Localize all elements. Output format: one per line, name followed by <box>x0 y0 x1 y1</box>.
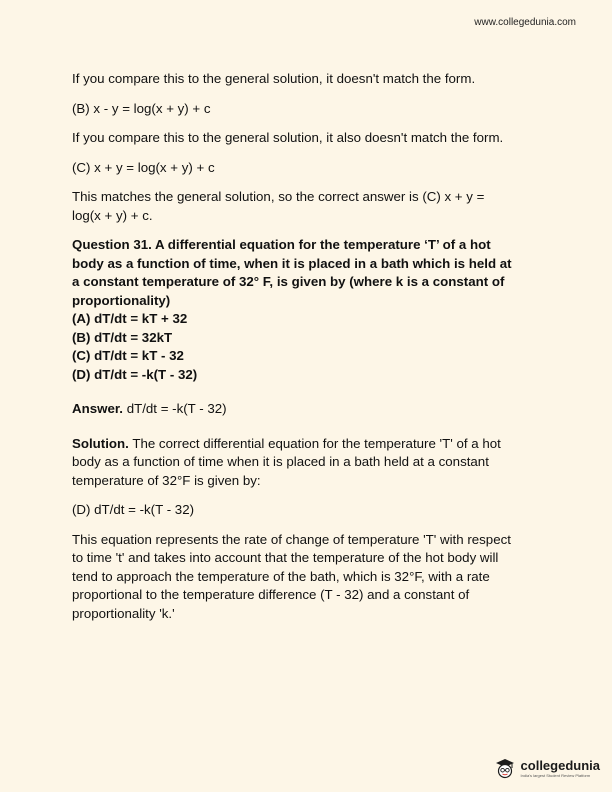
logo-tagline: India's largest Student Review Platform <box>520 772 591 778</box>
question-option: (C) dT/dt = kT - 32 <box>72 348 184 363</box>
text-line: This equation represents the rate of change of temperature 'T' with respect <box>72 531 511 547</box>
text-line: proportional to the temperature difference (T - 32) and a constant of <box>72 587 470 602</box>
text-line: The correct differential equation for the temperature 'T' of a hot <box>128 435 501 451</box>
paragraph: If you compare this to the general solution, it also doesn't match the form. <box>72 130 504 145</box>
text-line: temperature of 32°F is given by: <box>72 472 261 488</box>
answer-line <box>72 400 542 419</box>
paragraph <box>72 188 542 225</box>
question-line: proportionality) <box>72 292 171 308</box>
question-line: a constant temperature of 32° F, is given by (where k is a constant of <box>72 274 505 289</box>
option-d-line: (D) dT/dt = -k(T - 32) <box>72 502 195 517</box>
option-c-line: (C) x + y = log(x + y) + c <box>72 159 215 175</box>
paragraph: If you compare this to the general solution, it doesn't match the form. <box>72 71 476 86</box>
graduate-mascot-icon <box>493 756 517 780</box>
logo-name: collegedunia <box>520 757 600 773</box>
solution-paragraph <box>72 435 542 491</box>
question-option: (D) dT/dt = -k(T - 32) <box>72 366 198 382</box>
logo-text <box>521 759 600 778</box>
text-line: proportionality 'k.' <box>72 605 175 621</box>
option-b-line: (B) x - y = log(x + y) + c <box>72 100 211 116</box>
explanation-paragraph <box>72 531 542 624</box>
answer-text: dT/dt = -k(T - 32) <box>123 401 227 416</box>
page-content <box>72 70 542 623</box>
header-url[interactable]: www.collegedunia.com <box>474 17 576 28</box>
text-line: tend to approach the temperature of the bath, which is 32°F, with a rate <box>72 568 490 584</box>
text-line: body as a function of time when it is placed in a bath held at a constant <box>72 454 489 469</box>
text-line: This matches the general solution, so the correct answer is (C) x + y = <box>72 189 485 204</box>
solution-label: Solution. <box>72 435 129 451</box>
question-line: Question 31. A differential equation for the temperature ‘T’ of a hot <box>72 237 491 252</box>
collegedunia-logo[interactable] <box>493 756 600 780</box>
question-option: (A) dT/dt = kT + 32 <box>72 311 188 326</box>
text-line: to time 't' and takes into account that the temperature of the hot body will <box>72 550 499 565</box>
question-line: body as a function of time, when it is placed in a bath which is held at <box>72 255 512 271</box>
question-option: (B) dT/dt = 32kT <box>72 329 173 345</box>
question-block <box>72 236 542 384</box>
text-line: log(x + y) + c. <box>72 207 153 223</box>
answer-label: Answer. <box>72 401 123 416</box>
